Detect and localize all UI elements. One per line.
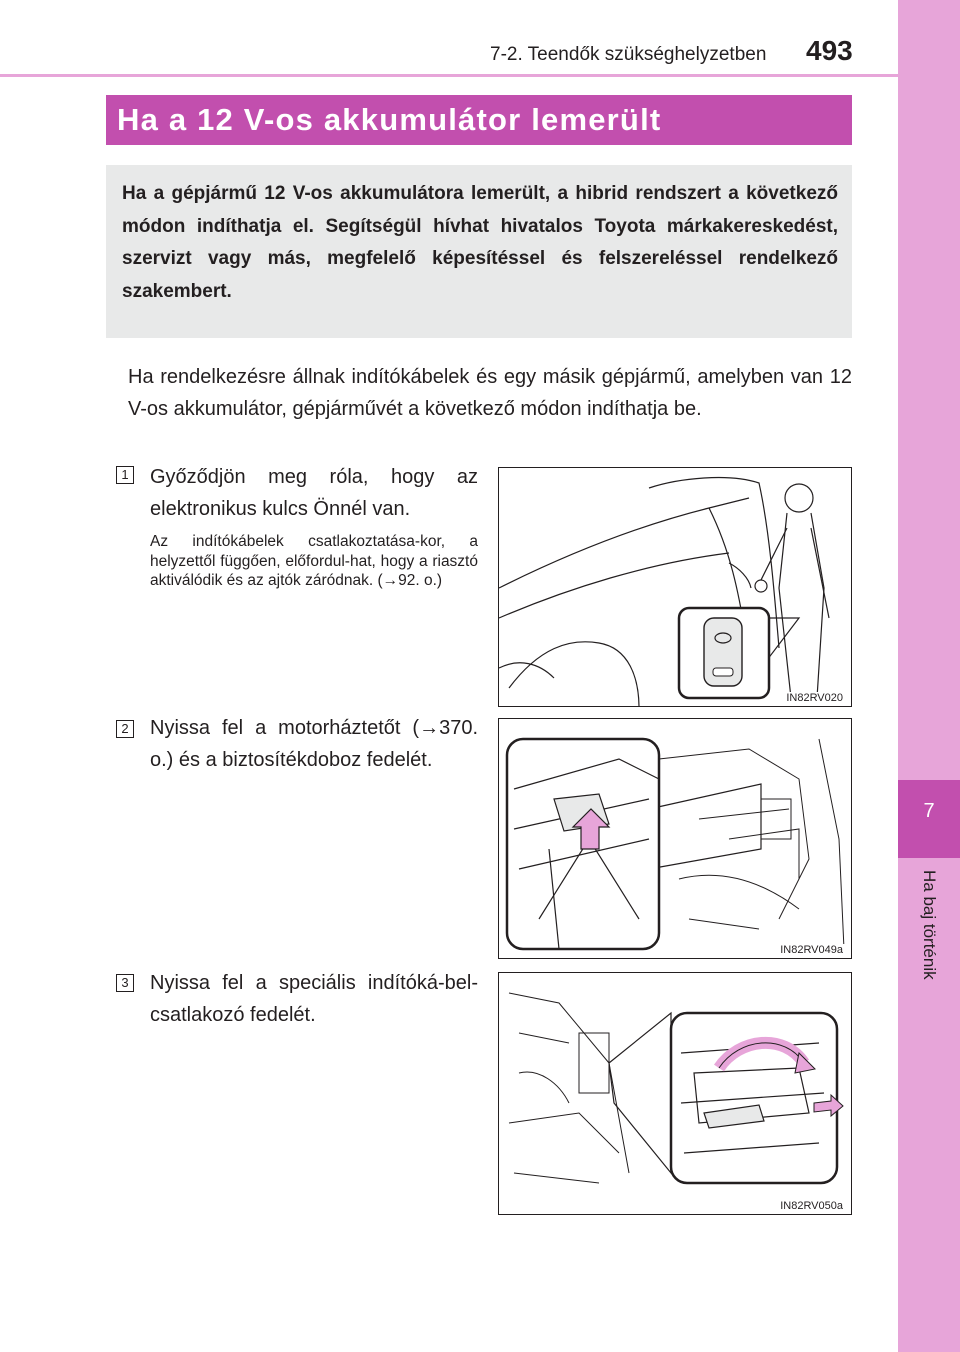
step-number-2: 2 (116, 720, 134, 738)
figure-jump-start-terminal (498, 972, 852, 1215)
step-number-3: 3 (116, 974, 134, 992)
figure-fuse-box (498, 718, 852, 959)
figure-code: IN82RV050a (780, 1200, 843, 1212)
figure-code: IN82RV020 (786, 692, 843, 704)
chapter-title: Ha baj történik (920, 870, 939, 980)
intro-text: Ha a gépjármű 12 V-os akkumulátora lemerült, a hibrid rendszert a következő módon indíthatja el. Segítségül hívhat hivatalos Toyota márkakereskedést, szervizt vagy más, megfelelő képesítéssel és felszereléssel rendelkező szakembert. (122, 183, 838, 302)
step-1-note: Az indítókábelek csatlakoztatása-kor, a helyzettől függően, előfordul-hat, hogy a riasztó aktiválódik és az ajtók záródnak. (→92. o.) (150, 533, 478, 589)
car-door-smart-key-illustration (499, 468, 852, 707)
chapter-number: 7 (923, 800, 935, 822)
header-rule (0, 74, 898, 77)
step-3-text: Nyissa fel a speciális indítóká-bel-csatlakozó fedelét. (150, 972, 478, 1026)
figure-code: IN82RV049a (780, 944, 843, 956)
section-title: Ha a 12 V-os akkumulátor lemerült (117, 102, 662, 137)
figure-smart-key (498, 467, 852, 707)
chapter-tab-strip (898, 0, 960, 1352)
body-paragraph: Ha rendelkezésre állnak indítókábelek és egy másik gépjármű, amelyben van 12 V-os akkumulátor, gépjárművét a következő módon indíthatja be. (128, 366, 852, 420)
step-2-text: Nyissa fel a motorháztetőt (→370. o.) és a biztosítékdoboz fedelét. (150, 717, 478, 771)
page-number: 493 (806, 35, 853, 66)
engine-fuse-box-illustration (499, 719, 852, 959)
step-1-text: Győződjön meg róla, hogy az elektronikus kulcs Önnél van. (150, 466, 478, 520)
running-header-section: 7-2. Teendők szükséghelyzetben (490, 44, 767, 65)
step-number-1: 1 (116, 466, 134, 484)
jump-start-terminal-illustration (499, 973, 852, 1215)
